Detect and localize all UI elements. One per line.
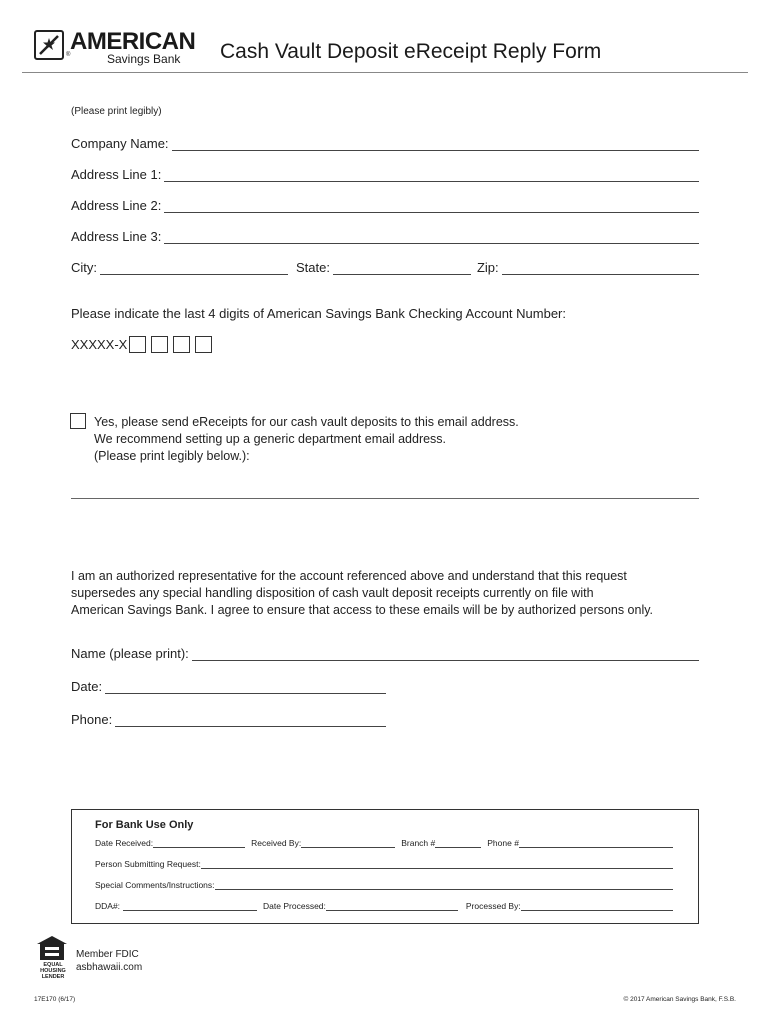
bank-row-2 (95, 859, 673, 869)
authorization-statement (71, 568, 711, 619)
phone-line[interactable] (115, 714, 386, 727)
branch-line[interactable] (435, 839, 481, 848)
date-received-label: Date Received: (95, 838, 154, 848)
city-line[interactable] (100, 262, 288, 275)
header-divider (22, 72, 748, 73)
registered-mark: ® (66, 52, 71, 58)
special-comments-line[interactable] (215, 881, 673, 890)
address-line-3-label: Address Line 3: (71, 229, 162, 244)
processed-by-line[interactable] (521, 902, 673, 911)
address-line-2-line[interactable] (164, 200, 699, 213)
bank-row-1 (95, 838, 673, 848)
person-submitting-line[interactable] (201, 860, 673, 869)
branch-label: Branch # (401, 838, 436, 848)
logo-wordmark: AMERICAN (70, 28, 196, 55)
phone-field[interactable] (71, 709, 386, 727)
bank-phone-label: Phone # (487, 838, 519, 848)
company-name-label: Company Name: (71, 136, 169, 151)
received-by-line[interactable] (301, 839, 395, 848)
address-line-2-label: Address Line 2: (71, 198, 162, 213)
address-line-1-field[interactable] (71, 164, 699, 182)
received-by-label: Received By: (251, 838, 302, 848)
name-label: Name (please print): (71, 646, 189, 661)
city-state-zip-row (71, 257, 699, 275)
member-fdic: Member FDIC (76, 949, 139, 960)
phone-label: Phone: (71, 712, 113, 727)
bank-logo (34, 28, 194, 68)
star-logo-icon (34, 30, 64, 60)
form-code: 17E170 (6/17) (34, 996, 76, 1003)
digit-box-1[interactable] (129, 336, 146, 353)
company-name-line[interactable] (172, 138, 699, 151)
print-note: (Please print legibly) (71, 106, 162, 117)
logo-subtitle: Savings Bank (107, 52, 181, 66)
date-field[interactable] (71, 676, 386, 694)
bank-use-box (71, 809, 699, 924)
copyright: © 2017 American Savings Bank, F.S.B. (623, 996, 736, 1003)
digit-box-2[interactable] (151, 336, 168, 353)
date-received-line[interactable] (153, 839, 245, 848)
processed-by-label: Processed By: (465, 901, 521, 911)
authorization-line-1: I am an authorized representative for the account referenced above and understand that this request (71, 569, 627, 583)
dda-label: DDA#: (95, 901, 121, 911)
fdic-info (76, 948, 142, 974)
consent-line-1: Yes, please send eReceipts for our cash vault deposits to this email address. (94, 415, 519, 429)
date-processed-label: Date Processed: (263, 901, 326, 911)
name-field[interactable] (71, 643, 699, 661)
dda-line[interactable] (123, 902, 257, 911)
zip-label: Zip: (476, 260, 499, 275)
address-line-3-line[interactable] (164, 231, 699, 244)
address-line-1-label: Address Line 1: (71, 167, 162, 182)
address-line-3-field[interactable] (71, 226, 699, 244)
state-line[interactable] (333, 262, 471, 275)
address-line-1-line[interactable] (164, 169, 699, 182)
city-label: City: (71, 260, 97, 275)
account-prefix: XXXXX-X (71, 337, 128, 352)
date-label: Date: (71, 679, 103, 694)
bank-phone-line[interactable] (519, 839, 673, 848)
zip-line[interactable] (502, 262, 699, 275)
bank-row-3 (95, 880, 673, 890)
digit-box-4[interactable] (195, 336, 212, 353)
authorization-line-3: American Savings Bank. I agree to ensure that access to these emails will be by authorized persons only. (71, 603, 654, 617)
consent-line-2: We recommend setting up a generic department email address. (94, 432, 447, 446)
special-comments-label: Special Comments/Instructions: (95, 880, 215, 890)
date-line[interactable] (105, 681, 386, 694)
authorization-line-2: supersedes any special handling disposition of cash vault deposit receipts currently on file with (71, 586, 594, 600)
consent-line-3: (Please print legibly below.): (94, 449, 250, 463)
date-processed-line[interactable] (326, 902, 458, 911)
consent-text (94, 414, 519, 465)
state-label: State: (296, 260, 330, 275)
equal-housing-lender-text: EQUAL HOUSING LENDER (40, 962, 66, 980)
account-digits (71, 336, 212, 353)
website-link[interactable]: asbhawaii.com (76, 962, 143, 973)
address-line-2-field[interactable] (71, 195, 699, 213)
bank-use-title: For Bank Use Only (95, 819, 194, 831)
ereceipt-consent-checkbox[interactable] (70, 413, 86, 429)
bank-row-4 (95, 901, 673, 911)
company-name-field[interactable] (71, 133, 699, 151)
digit-box-3[interactable] (173, 336, 190, 353)
page-title: Cash Vault Deposit eReceipt Reply Form (220, 40, 602, 63)
email-address-line[interactable] (71, 498, 699, 499)
account-prompt: Please indicate the last 4 digits of American Savings Bank Checking Account Number: (71, 306, 566, 321)
name-line[interactable] (192, 648, 699, 661)
person-submitting-label: Person Submitting Request: (95, 859, 201, 869)
